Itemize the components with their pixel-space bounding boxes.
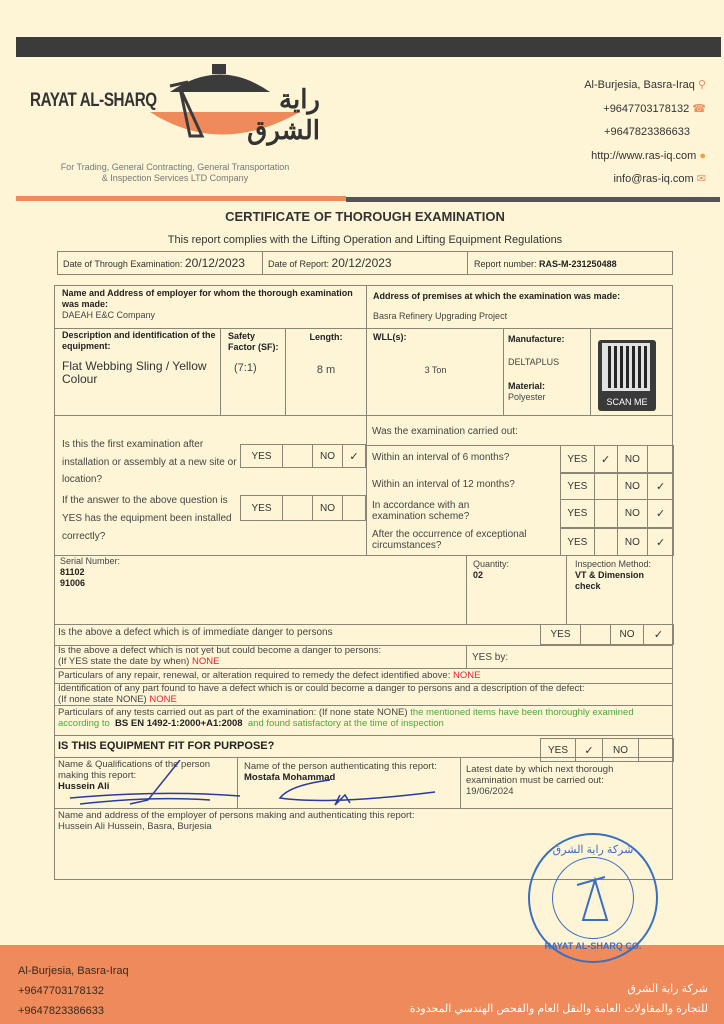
exceptional-answer[interactable]: [560, 528, 674, 556]
report-maker: Name & Qualifications of the person making this report: Hussein Ali: [58, 759, 211, 792]
no-checkbox[interactable]: [648, 446, 673, 472]
qr-code[interactable]: [598, 340, 656, 411]
no-checkbox[interactable]: ✓: [653, 629, 664, 641]
fit-for-purpose-answer[interactable]: [540, 738, 674, 762]
brand-en: RAYAT AL-SHARQ: [30, 90, 157, 111]
qr-code-icon: [605, 346, 647, 388]
divider-dark: [346, 197, 720, 202]
tests-row: Particulars of any tests carried out as part of the examination: (If none state NONE) the mentioned items have been thoroughly examined according to BS EN 1492-1:2000+A1:2008 and found satisfactory at the time of inspection: [58, 707, 634, 729]
divider: [467, 251, 468, 275]
no-label: NO: [618, 529, 649, 555]
footer-phone-2: +9647823386633: [18, 1005, 104, 1017]
divider-orange: [16, 196, 346, 201]
yes-checkbox[interactable]: [595, 529, 618, 555]
footer-address: Al-Burjesia, Basra-Iraq: [18, 965, 129, 977]
yes-checkbox[interactable]: ✓: [576, 739, 603, 761]
no-label: NO: [313, 496, 343, 520]
scan-me-label: SCAN ME: [606, 397, 648, 407]
installed-answer[interactable]: [240, 495, 366, 521]
signature-maker: [60, 760, 250, 810]
exam-date: Date of Through Examination: 20/12/2023: [63, 256, 245, 270]
top-bar: [16, 37, 721, 57]
interval-6-question: Within an interval of 6 months?: [372, 452, 510, 463]
immediate-danger-question: Is the above a defect which is of immediate danger to persons: [58, 627, 333, 638]
contact-address: Al-Burjesia, Basra-Iraq ⚲: [584, 79, 706, 91]
manufacture: Manufacture: DELTAPLUS Material: Polyester: [508, 334, 565, 402]
scheme-answer[interactable]: [560, 499, 674, 528]
inspection-method: Inspection Method: VT & Dimension check: [575, 559, 652, 591]
interval-12-question: Within an interval of 12 months?: [372, 479, 515, 490]
no-label: NO: [313, 445, 343, 467]
yes-label: YES: [541, 739, 576, 761]
interval-6-answer[interactable]: [560, 445, 674, 473]
yes-checkbox[interactable]: ✓: [595, 446, 618, 472]
carried-out-label: Was the examination carried out:: [372, 426, 518, 437]
wll: WLL(s): 3 Ton: [373, 332, 447, 375]
footer-contacts: [18, 961, 129, 1021]
footer-arabic-line-2: للتجارة والمقاولات العامة والنقل العام والفحص الهندسي المحدودة: [409, 1003, 708, 1015]
signature-authenticator: [270, 770, 450, 810]
no-checkbox[interactable]: ✓: [656, 481, 666, 493]
employer-of-persons: Name and address of the employer of persons making and authenticating this report: Hussein Ali Hussein, Basra, Burjesia: [58, 810, 415, 832]
quantity: Quantity: 02: [473, 559, 510, 580]
globe-icon: ●: [699, 149, 706, 162]
exceptional-question: After the occurrence of exceptional circumstances?: [372, 529, 527, 551]
yes-checkbox[interactable]: [581, 625, 611, 644]
contact-phone-2: +9647823386633: [604, 126, 690, 138]
no-checkbox[interactable]: ✓: [656, 508, 666, 520]
no-label: NO: [618, 474, 649, 499]
brand-ar: راية الشرق: [247, 84, 320, 145]
no-label: NO: [611, 625, 644, 644]
tagline-line-1: For Trading, General Contracting, General Transportation: [60, 162, 290, 172]
footer-arabic: [410, 979, 708, 1019]
mail-icon: ✉: [696, 173, 706, 185]
premises-field: Address of premises at which the examination was made: Basra Refinery Upgrading Project: [373, 291, 621, 321]
immediate-danger-answer[interactable]: [540, 624, 674, 645]
company-stamp: [528, 833, 658, 963]
repair-row: Particulars of any repair, renewal, or alteration required to remedy the defect identified above: NONE: [58, 670, 481, 681]
logo: [30, 62, 320, 145]
contacts: [584, 74, 706, 192]
first-exam-question: Is this the first examination after installation or assembly at a new site or location?: [62, 439, 237, 485]
no-checkbox[interactable]: ✓: [349, 450, 359, 463]
yes-checkbox[interactable]: [595, 500, 618, 527]
no-label: NO: [603, 739, 639, 761]
serial-number: Serial Number: 81102 91006: [60, 556, 121, 588]
yes-label: YES: [241, 496, 283, 520]
next-exam-date: Latest date by which next thorough examination must be carried out: 19/06/2024: [466, 764, 614, 797]
footer-arabic-line-1: شركة راية الشرق: [627, 983, 708, 995]
interval-12-answer[interactable]: [560, 473, 674, 500]
equipment-description: Description and identification of the equipment: Flat Webbing Sling / Yellow Colour: [62, 330, 216, 386]
tagline: [30, 162, 320, 184]
yes-label: YES: [241, 445, 283, 467]
yes-label: YES: [561, 474, 595, 499]
page-subtitle: This report complies with the Lifting Operation and Lifting Equipment Regulations: [167, 234, 563, 246]
contact-website[interactable]: http://www.ras-iq.com ●: [591, 149, 706, 162]
report-authenticator: Name of the person authenticating this report: Mostafa Mohammad: [244, 761, 437, 783]
page-title: CERTIFICATE OF THOROUGH EXAMINATION: [225, 209, 505, 224]
no-checkbox[interactable]: ✓: [656, 536, 666, 549]
no-checkbox[interactable]: [343, 496, 365, 520]
yes-checkbox[interactable]: [595, 474, 618, 499]
report-number: Report number: RAS-M-231250488: [474, 259, 617, 269]
oil-derrick-icon: [575, 875, 615, 925]
report-date: Date of Report: 20/12/2023: [268, 256, 392, 270]
yes-label: YES: [561, 446, 595, 472]
yes-by-label: YES by:: [472, 652, 509, 663]
yes-label: YES: [561, 529, 595, 555]
yes-checkbox[interactable]: [283, 445, 313, 467]
length: Length: 8 m: [309, 332, 343, 376]
yes-label: YES: [541, 625, 581, 644]
no-label: NO: [618, 500, 649, 527]
stamp-text: RAYAT AL-SHARQ CO.: [544, 941, 642, 951]
stamp-arabic-text: شركة راية الشرق: [552, 844, 634, 856]
contact-phone-1: +9647703178132 ☎: [603, 102, 706, 115]
divider: [262, 251, 263, 275]
fit-for-purpose-question: IS THIS EQUIPMENT FIT FOR PURPOSE?: [58, 740, 275, 752]
scheme-question: In accordance with an examination scheme?: [372, 500, 470, 522]
yes-checkbox[interactable]: [283, 496, 313, 520]
yes-label: YES: [561, 500, 595, 527]
no-label: NO: [618, 446, 649, 472]
location-pin-icon: ⚲: [697, 79, 706, 91]
footer-phone-1: +9647703178132: [18, 985, 104, 997]
not-yet-danger: Is the above a defect which is not yet but could become a danger to persons: (If YES state the date by when) NONE: [58, 645, 382, 667]
first-exam-answer[interactable]: [240, 444, 366, 468]
installed-question: If the answer to the above question is YES has the equipment been installed correctly?: [62, 495, 232, 542]
employer-field: Name and Address of employer for whom the thorough examination was made: DAEAH E&C Company: [62, 288, 353, 320]
tagline-line-2: & Inspection Services LTD Company: [101, 173, 249, 183]
identification-row: Identification of any part found to have a defect which is or could become a danger to persons and a description of the defect: (If none state NONE) NONE: [58, 683, 585, 705]
phone-icon: ☎: [692, 102, 706, 115]
contact-email[interactable]: info@ras-iq.com ✉: [613, 173, 706, 185]
safety-factor: Safety Factor (SF): (7:1): [228, 331, 279, 374]
